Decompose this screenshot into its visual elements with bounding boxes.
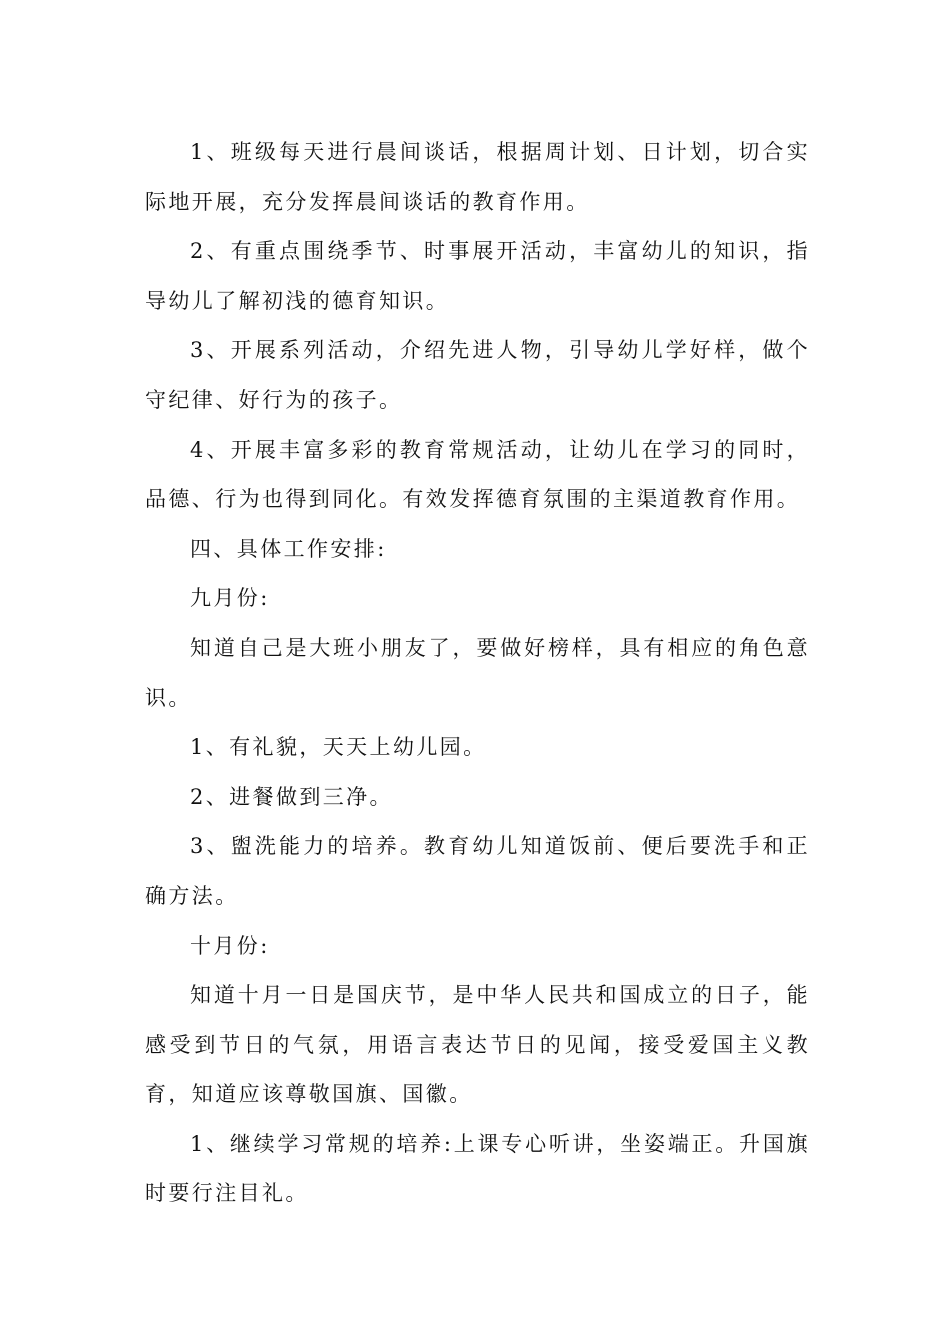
october-item-1: 1、继续学习常规的培养:上课专心听讲，坐姿端正。升国旗时要行注目礼。	[145, 1131, 810, 1206]
september-item-3: 3、盥洗能力的培养。教育幼儿知道饭前、便后要洗手和正确方法。	[145, 834, 810, 908]
october-intro: 知道十月一日是国庆节，是中华人民共和国成立的日子，能感受到节日的气氛，用语言表达节日的见闻，接受爱国主义教育，知道应该尊敬国旗、国徽。	[145, 983, 810, 1107]
paragraph-3: 3、开展系列活动，介绍先进人物，引导幼儿学好样，做个守纪律、好行为的孩子。	[145, 338, 810, 412]
paragraph-1: 1、班级每天进行晨间谈话，根据周计划、日计划，切合实际地开展，充分发挥晨间谈话的教育作用。	[145, 140, 810, 214]
september-intro: 知道自己是大班小朋友了，要做好榜样，具有相应的角色意识。	[145, 635, 810, 710]
document-body	[145, 128, 810, 1219]
paragraph-2: 2、有重点围绕季节、时事展开活动，丰富幼儿的知识，指导幼儿了解初浅的德育知识。	[145, 239, 810, 313]
paragraph-4: 4、开展丰富多彩的教育常规活动，让幼儿在学习的同时，品德、行为也得到同化。有效发挥德育氛围的主渠道教育作用。	[145, 437, 810, 512]
september-item-2: 2、进餐做到三净。	[190, 784, 393, 809]
month-heading-september: 九月份:	[190, 586, 270, 611]
month-heading-october: 十月份:	[190, 933, 270, 958]
section-heading-work-plan: 四、具体工作安排:	[190, 536, 387, 561]
september-item-1: 1、有礼貌，天天上幼儿园。	[190, 735, 487, 760]
